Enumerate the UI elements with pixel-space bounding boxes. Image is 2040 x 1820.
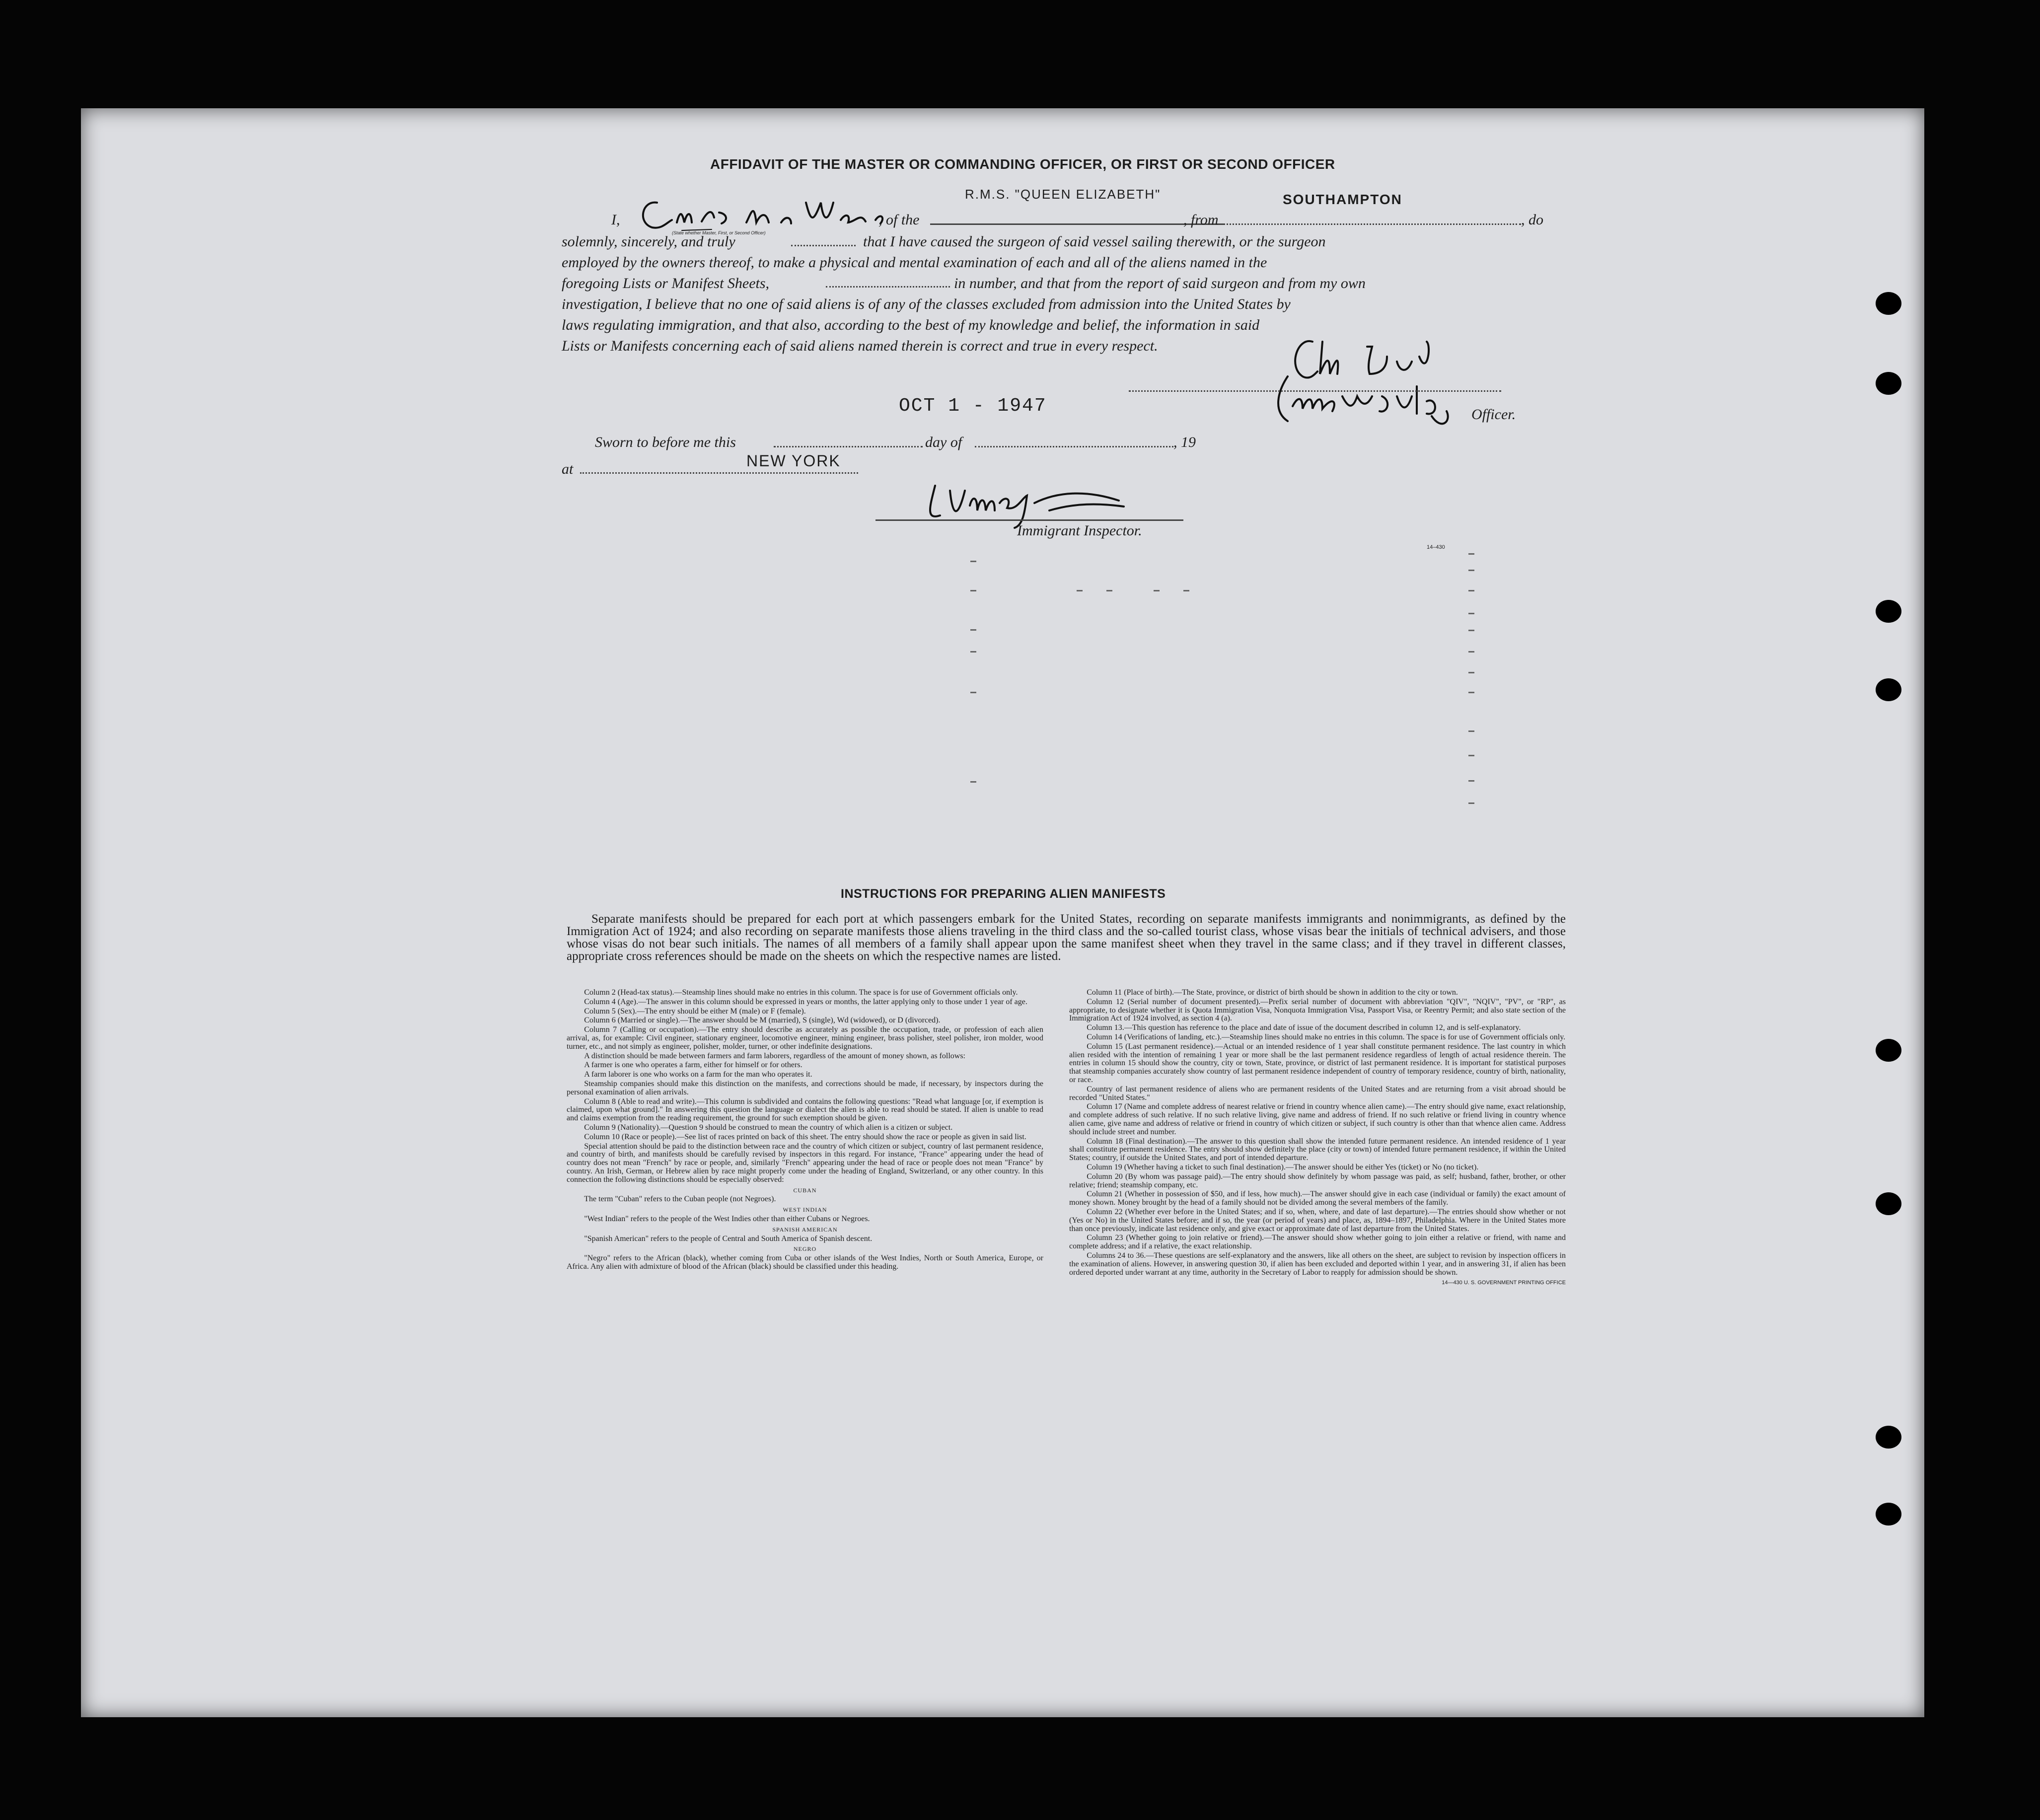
tick-mark [1468,692,1474,693]
affidavit-line4b: in number, and that from the report of said surgeon and from my own [954,275,1366,291]
instructions-left-column [567,989,1043,1272]
tick-mark [1468,802,1474,804]
west-indian-heading: WEST INDIAN [783,1206,827,1214]
instruction-paragraph: Country of last permanent residence of aliens who are permanent residents of the United States and are returning from a visit abroad should be recorded "United States." [1069,1085,1566,1102]
commanding-officer-signature [1268,327,1546,441]
inspector-label: Immigrant Inspector. [1017,522,1142,539]
sworn-text-b: day of [925,434,962,450]
affidavit-of-the: , of the [878,212,920,228]
punch-hole [1876,678,1901,701]
sworn-text-c: , 19 [1173,434,1196,450]
instruction-paragraph: Steamship companies should make this distinction on the manifests, and corrections should be made, if necessary, by inspectors during the personal examination of alien arrivals. [567,1079,1043,1096]
affidavit-line2a: solemnly, sincerely, and truly [562,233,735,250]
tick-mark [1077,590,1083,591]
officer-rank-note: (State whether Master, First, or Second Officer) [672,230,766,235]
punch-hole [1876,292,1901,315]
tick-mark [1106,590,1112,591]
instruction-paragraph: Special attention should be paid to the distinction between race and the country of which citizen or subject, country of last permanent residence, and country of birth, and manifests should be carefully revised by inspectors in this regard. For instance, "France" appearing under the head of country does not mean "French" by race or people, and, similarly "French" appearing under the head of race or people does not mean "France" by country. An Irish, German, or Hebrew alien by race might properly come under the heading of England, Switzerland, or any other country. In this connection the following distinctions should be especially observed: [567,1142,1043,1184]
cuban-heading: CUBAN [793,1186,817,1194]
tick-mark [1468,570,1474,571]
punch-hole [1876,1039,1901,1062]
departure-port: SOUTHAMPTON [1283,192,1402,207]
swear-line [791,245,856,246]
form-number-top: 14–430 [1427,544,1445,550]
instruction-paragraph: Column 20 (By whom was passage paid).—The entry should show definitely by whom passage was paid, as self; husband, father, brother, or other relative; friend; steamship company, etc. [1069,1172,1566,1189]
tick-mark [970,781,976,783]
affidavit-line7: Lists or Manifests concerning each of said aliens named therein is correct and true in every respect. [562,338,1158,354]
instruction-paragraph: Column 23 (Whether going to join relative or friend).—The answer should show whether going to join either a relative or friend, with name and complete address; and if a relative, the exact relationship. [1069,1234,1566,1251]
tick-mark [1468,590,1474,591]
printer-imprint: 14—430 U. S. GOVERNMENT PRINTING OFFICE [1442,1280,1566,1286]
instruction-paragraph: Column 5 (Sex).—The entry should be either M (male) or F (female). [584,1007,806,1016]
affidavit-line4a: foregoing Lists or Manifest Sheets, [562,275,770,291]
tick-mark [1468,730,1474,732]
instruction-paragraph: Column 2 (Head-tax status).—Steamship lines should make no entries in this column. The space is for use of Government officials only. [584,988,1018,997]
west-indian-definition: "West Indian" refers to the people of the West Indies other than either Cubans or Negroes. [584,1214,870,1223]
tick-mark [1468,780,1474,782]
instruction-paragraph: Column 6 (Married or single).—The answer should be M (married), S (single), Wd (widowed), or D (divorced). [584,1016,941,1025]
punch-hole [1876,1426,1901,1449]
sworn-place: NEW YORK [746,452,841,470]
affidavit-line5: investigation, I believe that no one of said aliens is of any of the classes excluded from admission into the United States by [562,296,1291,312]
affidavit-i: I, [611,212,620,228]
instruction-paragraph: Columns 24 to 36.—These questions are self-explanatory and the answers, like all others on the sheet, are subject to revision by inspection officers in the examination of aliens. However, in answering question 30, if alien has been excluded and deported within 1 year, and in answering 31, if alien has been ordered deported under warrant at any time, authority in the Secretary of Labor to reapply for admission should be shown. [1069,1251,1566,1277]
port-line [1223,223,1521,225]
punch-hole [1876,1503,1901,1526]
punch-hole [1876,1192,1901,1215]
instructions-intro: Separate manifests should be prepared for each port at which passengers embark for the United States, recording on separate manifests immigrants and nonimmigrants, as defined by the Immigration Act of 1924; and also recording on separate manifests those aliens traveling in the third class and the so-called tourist class, whose visas bear the initials of technical advisers, and those whose visas do not bear such initials. The names of all members of a family shall appear upon the same manifest sheet when they travel in the same class; and if they travel in different classes, appropriate cross references should be made on the sheets on which the respective names are listed. [567,912,1566,963]
affidavit-line6: laws regulating immigration, and that also, according to the best of my knowledge and belief, the information in said [562,317,1260,333]
tick-mark [1154,590,1160,591]
date-stamp: OCT 1 - 1947 [899,395,1047,417]
negro-definition: "Negro" refers to the African (black), whether coming from Cuba or other islands of the West Indies, North or South America, Europe, or Africa. Any alien with admixture of blood of the African (black) should be classified under this heading. [567,1254,1043,1271]
tick-mark [1183,590,1189,591]
instruction-paragraph: Column 21 (Whether in possession of $50, and if less, how much).—The answer should give in each case (individual or family) the exact amount of money shown. Money brought by the head of a family should not be divided among the several members of the family. [1069,1190,1566,1207]
tick-mark [970,561,976,562]
cuban-definition: The term "Cuban" refers to the Cuban people (not Negroes). [584,1195,776,1204]
instruction-paragraph: Column 17 (Name and complete address of nearest relative or friend in country whence alien came).—The entry should give name, exact relationship, and complete address of such relative. If no such relative living, give name and address of friend. If no such relative or friend living in country whence alien came, give name and address of relative or friend in country of which citizen or subject, if such country is other than that whence alien came. Address should include street and number. [1069,1102,1566,1136]
tick-mark [970,692,976,693]
spanish-american-heading: SPANISH AMERICAN [772,1226,838,1233]
tick-mark [1468,613,1474,614]
tick-mark [970,629,976,631]
instruction-paragraph: Column 18 (Final destination).—The answer to this question shall show the intended future permanent residence. An intended residence of 1 year shall constitute permanent residence. The entry should show definitely the place (city or town) of intended future permanent residence, if within the United States; country, if outside the United States, and port of intended departure. [1069,1137,1566,1163]
spanish-american-definition: "Spanish American" refers to the people of Central and South America of Spanish descent. [584,1234,873,1243]
affidavit-line2b: that I have caused the surgeon of said vessel sailing therewith, or the surgeon [863,233,1326,250]
sworn-at: at [562,461,574,477]
affidavit-from: , from [1183,212,1219,228]
affidavit-do: , do [1521,212,1543,228]
instruction-paragraph: Column 13.—This question has reference to the place and date of issue of the document described in column 12, and is self-explanatory. [1087,1023,1521,1032]
tick-mark [1468,630,1474,631]
sworn-month-line [975,446,1173,447]
tick-mark [1468,553,1474,555]
manifest-sheet [81,108,1924,1717]
tick-mark [1468,672,1474,673]
instruction-paragraph: Column 14 (Verifications of landing, etc.).—Steamship lines should make no entries in this column. The space is for use of Government officials only. [1087,1032,1566,1041]
officer-signature-line [1129,390,1501,392]
sworn-place-line [580,472,858,474]
negro-heading: NEGRO [793,1245,817,1253]
inspector-signature-line [875,519,1183,521]
instruction-paragraph: Column 8 (Able to read and write).—This column is subdivided and contains the following questions: "Read what language [or, if exemption is claimed, upon what ground]." In answering this question the language or dialect the alien is able to read should be stated. If alien is unable to read and claims exemption from the reading requirement, the ground for such exemption should be given. [567,1097,1043,1123]
vessel-name: R.M.S. "QUEEN ELIZABETH" [965,187,1161,202]
tick-mark [970,651,976,653]
punch-hole [1876,600,1901,623]
instruction-paragraph: A distinction should be made between farmers and farm laborers, regardless of the amount of money shown, as follows: [584,1051,965,1060]
instruction-paragraph: Column 11 (Place of birth).—The State, province, or district of birth should be shown in addition to the city or town. [1087,988,1458,997]
instruction-paragraph: Column 10 (Race or people).—See list of races printed on back of this sheet. The entry should show the race or people as given in said list. [584,1132,1026,1141]
tick-mark [1468,651,1474,653]
tick-mark [970,590,976,591]
instruction-paragraph: Column 22 (Whether ever before in the United States; and if so, when, where, and date of last departure).—The entries should show whether or not (Yes or No) in the United States before; and if so, the year (or period of years) and place, as, 1894–1897, Philadelphia. Where in the United States more than once previously, indicate last residence only, and give exact or approximate date of last departure from the United States. [1069,1207,1566,1233]
instructions-title: INSTRUCTIONS FOR PREPARING ALIEN MANIFESTS [841,887,1166,901]
instruction-paragraph: Column 12 (Serial number of document presented).—Prefix serial number of document with abbreviation "QIV", "NQIV", "PV", or "RP", as appropriate, to designate whether it is Quota Immigration Visa, Nonquota Immigration Visa, Passport Visa, or Reentry Permit; and also state section of the Immigration Act of 1924 involved, as section 4 (a). [1069,997,1566,1023]
instruction-paragraph: Column 19 (Whether having a ticket to such final destination).—The answer should be either Yes (ticket) or No (no ticket). [1087,1163,1479,1171]
affidavit-line3: employed by the owners thereof, to make a physical and mental examination of each and all of the aliens named in the [562,254,1267,271]
vessel-line [930,223,1223,225]
punch-hole [1876,372,1901,395]
tick-mark [1468,755,1474,756]
instruction-paragraph: A farmer is one who operates a farm, either for himself or for others. [584,1061,802,1070]
instructions-right-column [1069,989,1566,1288]
sworn-day-line [774,446,923,447]
instruction-paragraph: Column 9 (Nationality).—Question 9 should be construed to mean the country of which alien is a citizen or subject. [584,1123,953,1132]
sworn-text-a: Sworn to before me this [595,434,736,450]
instruction-paragraph: Column 4 (Age).—The answer in this column should be expressed in years or months, the latter applying only to those under 1 year of age. [584,997,1027,1006]
instruction-paragraph: Column 15 (Last permanent residence).—Actual or an intended residence of 1 year shall constitute permanent residence. The last country in which alien resided with the intention of remaining 1 year or more shall be the last permanent residence regardless of length of actual residence therein. The entries in column 15 should show the country, city or town, State, province, or district of last permanent residence. It is important for statistical purposes that steamship companies accurately show country of last permanent residence independent of country of temporary residence, country of birth, nationality, or race. [1069,1042,1566,1084]
aliens-count-line [826,286,950,288]
instruction-paragraph: A farm laborer is one who works on a farm for the man who operates it. [584,1070,812,1079]
officer-label: Officer. [1471,406,1516,423]
affidavit-title: AFFIDAVIT OF THE MASTER OR COMMANDING OFFICER, OR FIRST OR SECOND OFFICER [710,156,1335,172]
instruction-paragraph: Column 7 (Calling or occupation).—The entry should describe as accurately as possible the occupation, trade, or profession of each alien arrival, as, for example: Civil engineer, stationary engineer, locomotive engineer, mining engineer, brass polisher, steel polisher, iron molder, wood turner, etc., and not simply as engineer, polisher, molder, turner, or other indefinite designations. [567,1025,1043,1051]
